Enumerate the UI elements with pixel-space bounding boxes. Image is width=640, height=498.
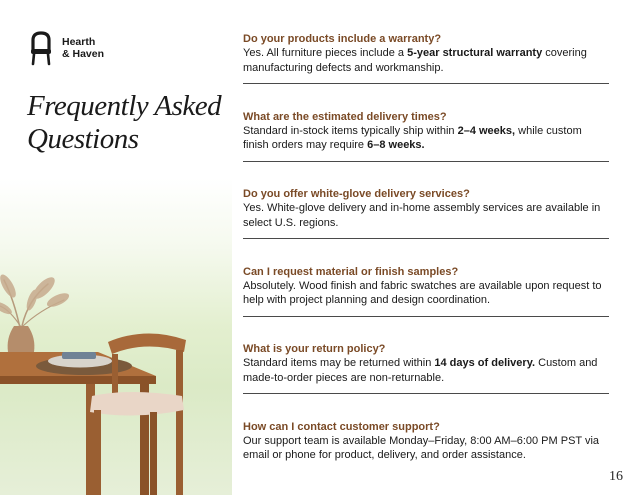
chair-icon bbox=[28, 30, 54, 66]
page-number: 16 bbox=[609, 469, 623, 484]
divider bbox=[243, 238, 609, 239]
answer-text: Absolutely. Wood finish and fabric swatches are available upon request to help with project planning and design coordination. bbox=[243, 279, 602, 307]
left-panel bbox=[0, 0, 232, 495]
chair-back bbox=[108, 333, 186, 354]
faq-question: What is your return policy? bbox=[243, 343, 386, 356]
faq-item bbox=[243, 187, 609, 265]
faq-answer bbox=[243, 201, 609, 230]
divider bbox=[243, 161, 609, 162]
faq-question: Can I request material or finish samples? bbox=[243, 265, 459, 278]
faq-question: What are the estimated delivery times? bbox=[243, 110, 447, 123]
chair-seat bbox=[90, 392, 184, 416]
faq-answer bbox=[243, 434, 609, 463]
answer-text: Custom and made-to-order pieces are non-returnable. bbox=[243, 357, 598, 384]
divider bbox=[243, 393, 609, 394]
answer-emphasis: 2–4 weeks, bbox=[457, 124, 516, 137]
faq-item bbox=[243, 110, 609, 188]
chair-leg bbox=[150, 412, 157, 495]
answer-text: Our support team is available Monday–Friday, 8:00 AM–6:00 PM PST via email or phone for product, delivery, and order assistance. bbox=[243, 434, 600, 462]
napkin bbox=[62, 352, 96, 359]
brand-name bbox=[62, 36, 104, 60]
faq-list bbox=[243, 32, 609, 498]
divider bbox=[243, 83, 609, 84]
brand-name-line2: & Haven bbox=[62, 48, 105, 60]
divider bbox=[243, 316, 609, 317]
answer-text: Standard items may be returned within bbox=[243, 357, 435, 370]
faq-question: Do your products include a warranty? bbox=[243, 33, 442, 45]
answer-emphasis: 5-year structural warranty bbox=[407, 47, 543, 59]
chair-leg bbox=[94, 410, 101, 495]
answer-text: while custom finish orders may require bbox=[243, 124, 582, 152]
answer-emphasis: 14 days of delivery. bbox=[434, 357, 536, 370]
faq-answer bbox=[243, 356, 609, 385]
answer-emphasis: 6–8 weeks. bbox=[367, 139, 425, 152]
faq-item bbox=[243, 32, 609, 110]
faq-answer bbox=[243, 124, 609, 153]
brand bbox=[28, 30, 104, 66]
answer-text: covering manufacturing defects and workmanship. bbox=[243, 47, 587, 74]
answer-text: Yes. All furniture pieces include a bbox=[243, 47, 408, 59]
brand-name-line1: Hearth bbox=[62, 36, 96, 48]
page-title bbox=[27, 90, 227, 156]
faq-answer bbox=[243, 279, 609, 308]
faq-item bbox=[243, 420, 609, 498]
pampas-plumes bbox=[0, 272, 71, 316]
page-title-line2: Questions bbox=[27, 123, 139, 155]
faq-item bbox=[243, 342, 609, 420]
dining-set-illustration bbox=[0, 260, 232, 495]
faq-item bbox=[243, 265, 609, 343]
chair-leg bbox=[176, 350, 183, 495]
faq-question: Do you offer white-glove delivery services? bbox=[243, 188, 470, 201]
page-title-line1: Frequently Asked bbox=[27, 90, 222, 122]
faq-answer bbox=[243, 46, 609, 75]
faq-question: How can I contact customer support? bbox=[243, 420, 440, 433]
answer-text: Standard in-stock items typically ship within bbox=[243, 124, 458, 137]
answer-text: Yes. White-glove delivery and in-home assembly services are available in select U.S. regions. bbox=[243, 202, 601, 229]
